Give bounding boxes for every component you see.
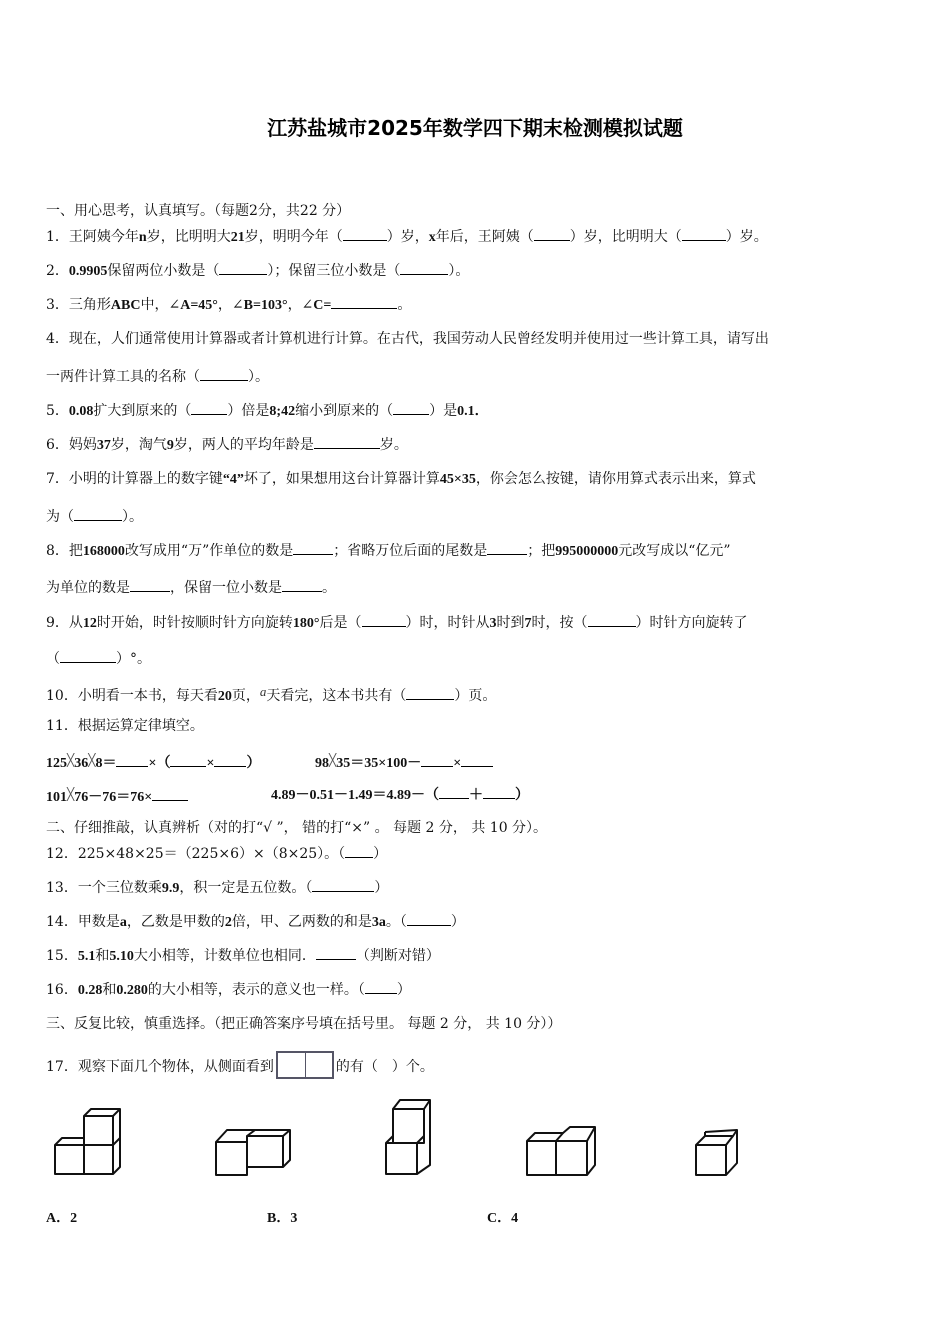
question-7-line-1: 7．小明的计算器上的数字键“4”坏了，如果想用这台计算器计算45×35，你会怎么按键，请你用算式表示出来，算式 [46, 471, 756, 487]
answer-blank[interactable] [400, 260, 448, 275]
answer-blank[interactable] [130, 577, 170, 592]
answer-blank[interactable] [316, 945, 356, 960]
question-7-line-2: 为（ ）。 [46, 506, 143, 527]
cube-figure-4 [523, 1125, 607, 1181]
times-icon: ╳ [329, 753, 337, 767]
answer-blank[interactable] [682, 226, 726, 241]
answer-blank[interactable] [191, 400, 227, 415]
answer-blank[interactable] [588, 612, 636, 627]
option-b[interactable]: B．3 [267, 1211, 298, 1226]
question-2: 2．0.9905保留两位小数是（ ）；保留三位小数是（ ）。 [46, 260, 469, 282]
times-icon: ╳ [67, 753, 75, 767]
answer-blank[interactable] [343, 226, 387, 241]
answer-blank[interactable] [312, 877, 374, 892]
question-3: 3．三角形ABC中，∠A=45°，∠B=103°，∠C= 。 [46, 294, 411, 316]
answer-blank[interactable] [439, 784, 469, 799]
answer-blank[interactable] [393, 400, 429, 415]
cube-figure-2 [212, 1122, 296, 1180]
answer-blank[interactable] [534, 226, 570, 241]
two-square-side-view-icon [276, 1051, 334, 1079]
question-9-line-1: 9．从12时开始，时针按顺时针方向旋转180°后是（ ）时，时针从3时到7时，按（ ）时针方向旋转了 [46, 612, 748, 634]
question-12: 12．225×48×25＝（225×6）×（8×25）。（ ） [46, 843, 387, 864]
answer-blank[interactable] [345, 843, 373, 858]
answer-blank[interactable] [487, 540, 527, 555]
question-8-line-1: 8．把168000改写成用“万”作单位的数是 ；省略万位后面的尾数是 ；把995000000元改写成以“亿元” [46, 540, 731, 562]
question-13: 13．一个三位数乘9.9，积一定是五位数。（ ） [46, 877, 388, 899]
question-11-expr-1: 125╳36╳8＝ ×（ × ） [46, 753, 261, 771]
section-3-heading: 三、反复比较，慎重选择。（把正确答案序号填在括号里。 每题 2 分， 共 10 分）） [46, 1016, 562, 1032]
cube-figure-1 [50, 1100, 130, 1180]
question-11-expr-2: 98╳35＝35×100－ × [315, 750, 493, 774]
answer-blank[interactable] [293, 540, 333, 555]
answer-blank[interactable] [407, 911, 451, 926]
answer-blank[interactable] [282, 577, 322, 592]
question-9-line-2: （ ）°。 [46, 648, 151, 669]
section-2-heading: 二、仔细推敲，认真辨析（对的打“√ ”， 错的打“×” 。 每题 2 分， 共 10 分）。 [46, 820, 548, 836]
times-icon: ╳ [67, 787, 75, 801]
question-17: 17．观察下面几个物体，从侧面看到 的有（ ）个。 [46, 1051, 434, 1079]
answer-blank[interactable] [421, 752, 453, 767]
answer-blank[interactable] [314, 434, 380, 449]
question-11-expr-3: 101╳76－76＝76× [46, 784, 188, 808]
answer-blank[interactable] [60, 648, 116, 663]
variable-a: a [259, 684, 267, 699]
answer-blank[interactable] [461, 752, 493, 767]
answer-blank[interactable] [74, 506, 122, 521]
answer-blank[interactable] [406, 685, 454, 700]
answer-blank[interactable] [200, 366, 248, 381]
question-4-line-2: 一两件计算工具的名称（ ）。 [46, 366, 269, 387]
question-11-label: 11．根据运算定律填空。 [46, 718, 204, 734]
option-c[interactable]: C．4 [487, 1211, 519, 1226]
question-10: 10．小明看一本书，每天看20页，a天看完，这本书共有（ ）页。 [46, 684, 497, 704]
cube-figure-5 [692, 1127, 744, 1181]
question-11-expr-4: 4.89－0.51－1.49＝4.89－（ ＋ ） [271, 784, 529, 806]
answer-blank[interactable] [331, 294, 397, 309]
question-5: 5．0.08扩大到原来的（ ）倍是8;42缩小到原来的（ ）是0.1． [46, 400, 489, 422]
page-title: 江苏盐城市2025年数学四下期末检测模拟试题 [267, 116, 683, 140]
answer-blank[interactable] [219, 260, 267, 275]
cube-figure-3 [382, 1095, 434, 1180]
section-1-heading: 一、用心思考，认真填写。（每题2分，共22 分） [46, 203, 351, 219]
question-8-line-2: 为单位的数是 ，保留一位小数是 。 [46, 577, 336, 598]
answer-blank[interactable] [365, 979, 397, 994]
answer-blank[interactable] [362, 612, 406, 627]
option-a[interactable]: A．2 [46, 1211, 78, 1226]
question-16: 16．0.28和0.280的大小相等，表示的意义也一样。（ ） [46, 979, 411, 1001]
answer-blank[interactable] [116, 752, 148, 767]
question-15: 15．5.1和5.10大小相等，计数单位也相同． （判断对错） [46, 945, 440, 967]
answer-blank[interactable] [483, 784, 515, 799]
question-6: 6．妈妈37岁，淘气9岁，两人的平均年龄是 岁。 [46, 434, 408, 456]
answer-blank[interactable] [170, 752, 206, 767]
answer-blank[interactable] [214, 752, 246, 767]
answer-blank[interactable] [152, 786, 188, 801]
times-icon: ╳ [88, 753, 96, 767]
question-4-line-1: 4．现在，人们通常使用计算器或者计算机进行计算。在古代，我国劳动人民曾经发明并使用过一些计算工具，请写出 [46, 331, 769, 347]
question-14: 14．甲数是a，乙数是甲数的2倍，甲、乙两数的和是3a。（ ） [46, 911, 465, 933]
question-1: 1．王阿姨今年n岁，比明明大21岁，明明今年（ ）岁，x年后，王阿姨（ ）岁，比明明大（ ）岁。 [46, 226, 768, 248]
